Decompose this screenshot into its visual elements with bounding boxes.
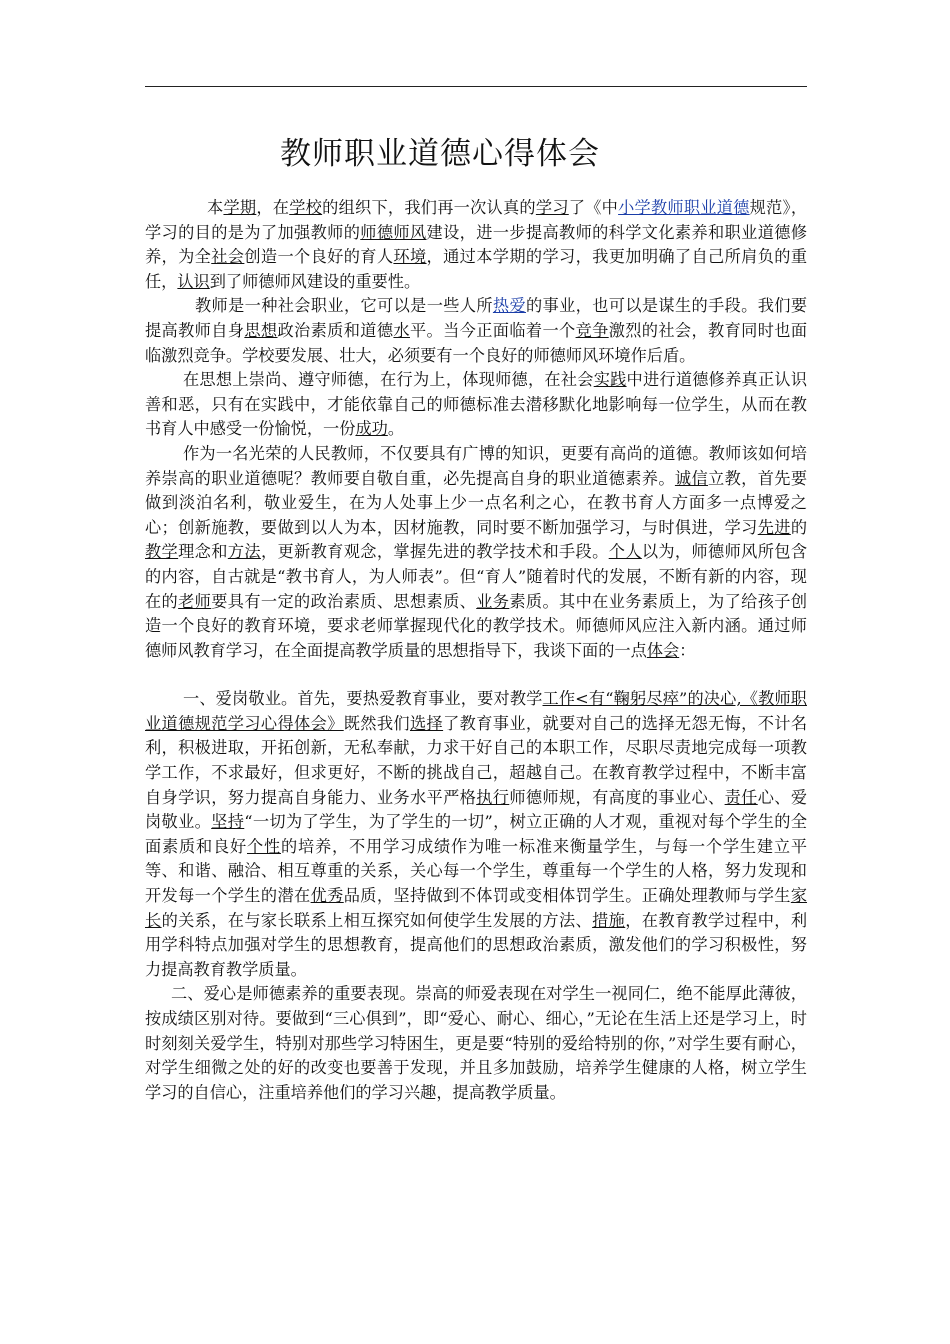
inline-link[interactable]: 小学教师职业道德 xyxy=(618,198,750,217)
inline-link[interactable]: 业务 xyxy=(476,591,510,611)
text-run: “一切为了学生，为了学生的一切”，树立正确的人才观，重视对每个学生的全面素质和良好 xyxy=(145,812,808,856)
text-run: 平。当今正面临着一个 xyxy=(409,320,576,340)
text-run: 政治素质和道德 xyxy=(277,320,394,340)
text-run: 师德师规，有高度的事业心、 xyxy=(509,787,725,807)
text-run: 立教，首先要做到淡泊名利，敬业爱生，在为人处事上少一点名利之心，在教书育人方面多一点博爱之心；创新施教，要做到以人为本，因材施教，同时要不断加强学习，与时俱进，学习 xyxy=(145,468,808,537)
text-run: ： xyxy=(679,640,696,660)
text-run: 本 xyxy=(207,198,224,217)
inline-link[interactable]: 优秀 xyxy=(310,886,344,906)
text-run: 的事业，也可以是谋生的手段。我们要提高教师自身 xyxy=(145,296,808,340)
paragraph-6 xyxy=(145,982,807,1105)
text-run: 教师是一种社会职业，它可以是一些人所 xyxy=(195,296,493,316)
inline-link[interactable]: 家长 xyxy=(145,886,808,930)
paragraph-1 xyxy=(145,196,807,294)
inline-link[interactable]: 社会 xyxy=(211,247,245,267)
inline-link[interactable]: 选择 xyxy=(409,713,444,733)
inline-link[interactable]: 实践 xyxy=(593,370,627,390)
text-run: 规范》，学习的目的是为了加强教师的 xyxy=(145,198,808,242)
text-run: 的培养，不用学习成绩作为唯一标准来衡量学生，与每一个学生建立平等、和谐、融洽、相互尊重的关系，关心每一个学生，尊重每一个学生的人格，努力发现和开发每一个学生的潜在 xyxy=(145,836,808,906)
text-run: ，在教育教学过程中，利用学科特点加强对学生的思想教育，提高他们的思想政治素质，激发他们的学习积极性，努力提高教育教学质量。 xyxy=(145,910,808,979)
inline-link[interactable]: 水 xyxy=(393,320,410,340)
document-body xyxy=(145,196,807,1105)
inline-link[interactable]: 教学 xyxy=(145,542,179,562)
inline-link[interactable]: 成功 xyxy=(355,419,388,439)
inline-link[interactable]: 个性 xyxy=(246,836,281,856)
text-run: ，通过本学期的学习，我更加明确了自己所肩负的重任， xyxy=(145,247,808,291)
text-run: 建设，进一步提高教师的科学文化素养和职业道德修养，为全 xyxy=(145,222,808,267)
paragraph-5 xyxy=(145,687,807,982)
text-run: 既然我们 xyxy=(343,713,410,733)
text-run: 品质，坚持做到不体罚或变相体罚学生。正确处理教师与学生 xyxy=(343,886,791,906)
text-run: 要具有一定的政治素质、思想素质、 xyxy=(211,591,477,611)
inline-link[interactable]: 工作<有“鞠躬尽瘁”的决心,《教师职业道德规范学习心得体会》 xyxy=(145,689,807,733)
inline-link[interactable]: 方法 xyxy=(227,542,261,562)
text-run: 心、爱岗敬业。 xyxy=(145,787,808,832)
text-run: 了教育事业，就要对自己的选择无怨无悔，不计名利，积极进取，开拓创新，无私奉献，力求干好自己的本职工作，尽职尽责地完成每一项教学工作，不求最好，但求更好，不断的挑战自己，超越自己。在教育教学过程中，不断丰富自身学识，努力提高自身能力、业务水平严格 xyxy=(145,713,808,807)
text-run: 中进行道德修养真正认识善和恶，只有在实践中，才能依靠自己的师德标准去潜移默化地影响每一位学生，从而在教书育人中感受一份愉悦，一份 xyxy=(145,370,808,439)
header-rule xyxy=(145,86,807,87)
text-run: 的组织下，我们再一次认真的 xyxy=(322,198,536,217)
text-run: 理念和 xyxy=(178,542,228,562)
inline-link[interactable]: 思想 xyxy=(244,320,278,340)
inline-link[interactable]: 老师 xyxy=(178,591,212,611)
inline-link[interactable]: 师德师风 xyxy=(360,222,427,242)
text-run: 以为，师德师风所包含的内容，自古就是“教书育人，为人师表”。但“育人”随着时代的发展，不断有新的内容，现在的 xyxy=(145,542,808,611)
inline-link[interactable]: 体会 xyxy=(646,640,680,660)
text-run: 素质。其中在业务素质上，为了给孩子创造一个良好的教育环境，要求老师掌握现代化的教学技术。师德师风应注入新内涵。通过师德师风教育学习，在全面提高教学质量的思想指导下，我谈下面的一点 xyxy=(145,591,808,660)
inline-link[interactable]: 学期 xyxy=(223,198,257,217)
text-run: 到了师德师风建设的重要性。 xyxy=(209,271,421,291)
text-run: 了《中 xyxy=(568,198,619,217)
paragraph-3 xyxy=(145,368,807,442)
text-run: 一、爱岗敬业。首先，要热爱教育事业，要对教学 xyxy=(183,689,543,709)
text-run: 。 xyxy=(387,419,404,439)
text-run: ，在 xyxy=(256,198,290,217)
text-run: 在思想上崇尚、遵守师德，在行为上，体现师德，在社会 xyxy=(183,370,594,390)
inline-link[interactable]: 执行 xyxy=(476,787,510,807)
text-run: 的关系，在与家长联系上相互探究如何使学生发展的方法、 xyxy=(161,910,593,930)
inline-link[interactable]: 认识 xyxy=(177,271,210,291)
paragraph-spacer xyxy=(145,663,807,687)
text-run: ，更新教育观念，掌握先进的教学技术和手段。 xyxy=(260,542,609,562)
text-run: 创造一个良好的育人 xyxy=(244,247,394,267)
inline-link[interactable]: 措施 xyxy=(592,910,626,930)
paragraph-2 xyxy=(145,294,807,368)
text-run: 激烈的社会，教育同时也面临激烈竞争。学校要发展、壮大，必须要有一个良好的师德师风环境作后盾。 xyxy=(145,320,808,365)
inline-link[interactable]: 热爱 xyxy=(492,296,527,316)
inline-link[interactable]: 责任 xyxy=(724,787,758,807)
inline-link[interactable]: 个人 xyxy=(608,542,642,562)
paragraph-4 xyxy=(145,442,807,663)
inline-link[interactable]: 坚持 xyxy=(211,812,245,832)
text-run: 的 xyxy=(790,517,808,537)
document-title: 教师职业道德心得体会 xyxy=(280,136,600,172)
inline-link[interactable]: 先进 xyxy=(757,517,791,537)
inline-link[interactable]: 学习 xyxy=(535,198,569,217)
inline-link[interactable]: 环境 xyxy=(393,247,427,267)
text-run: 二、爱心是师德素养的重要表现。崇高的师爱表现在对学生一视同仁，绝不能厚此薄彼，按成绩区别对待。要做到“三心俱到”，即“爱心、耐心、细心，”无论在生活上还是学习上，时时刻刻关爱学生，特别对那些学习特困生，更是要“特别的爱给特别的你，”对学生要有耐心，对学生细微之处的好的改变也要善于发现，并且多加鼓励，培养学生健康的人格，树立学生学习的自信心，注重培养他们的学习兴趣，提高教学质量。 xyxy=(145,984,807,1102)
text-run: 作为一名光荣的人民教师，不仅要具有广博的知识，更要有高尚的道德。教师该如何培养崇高的职业道德呢？教师要自敬自重，必先提高自身的职业道德素养。 xyxy=(145,443,807,488)
inline-link[interactable]: 学校 xyxy=(289,198,323,217)
inline-link[interactable]: 竞争 xyxy=(575,320,609,340)
inline-link[interactable]: 诚信 xyxy=(674,468,709,488)
